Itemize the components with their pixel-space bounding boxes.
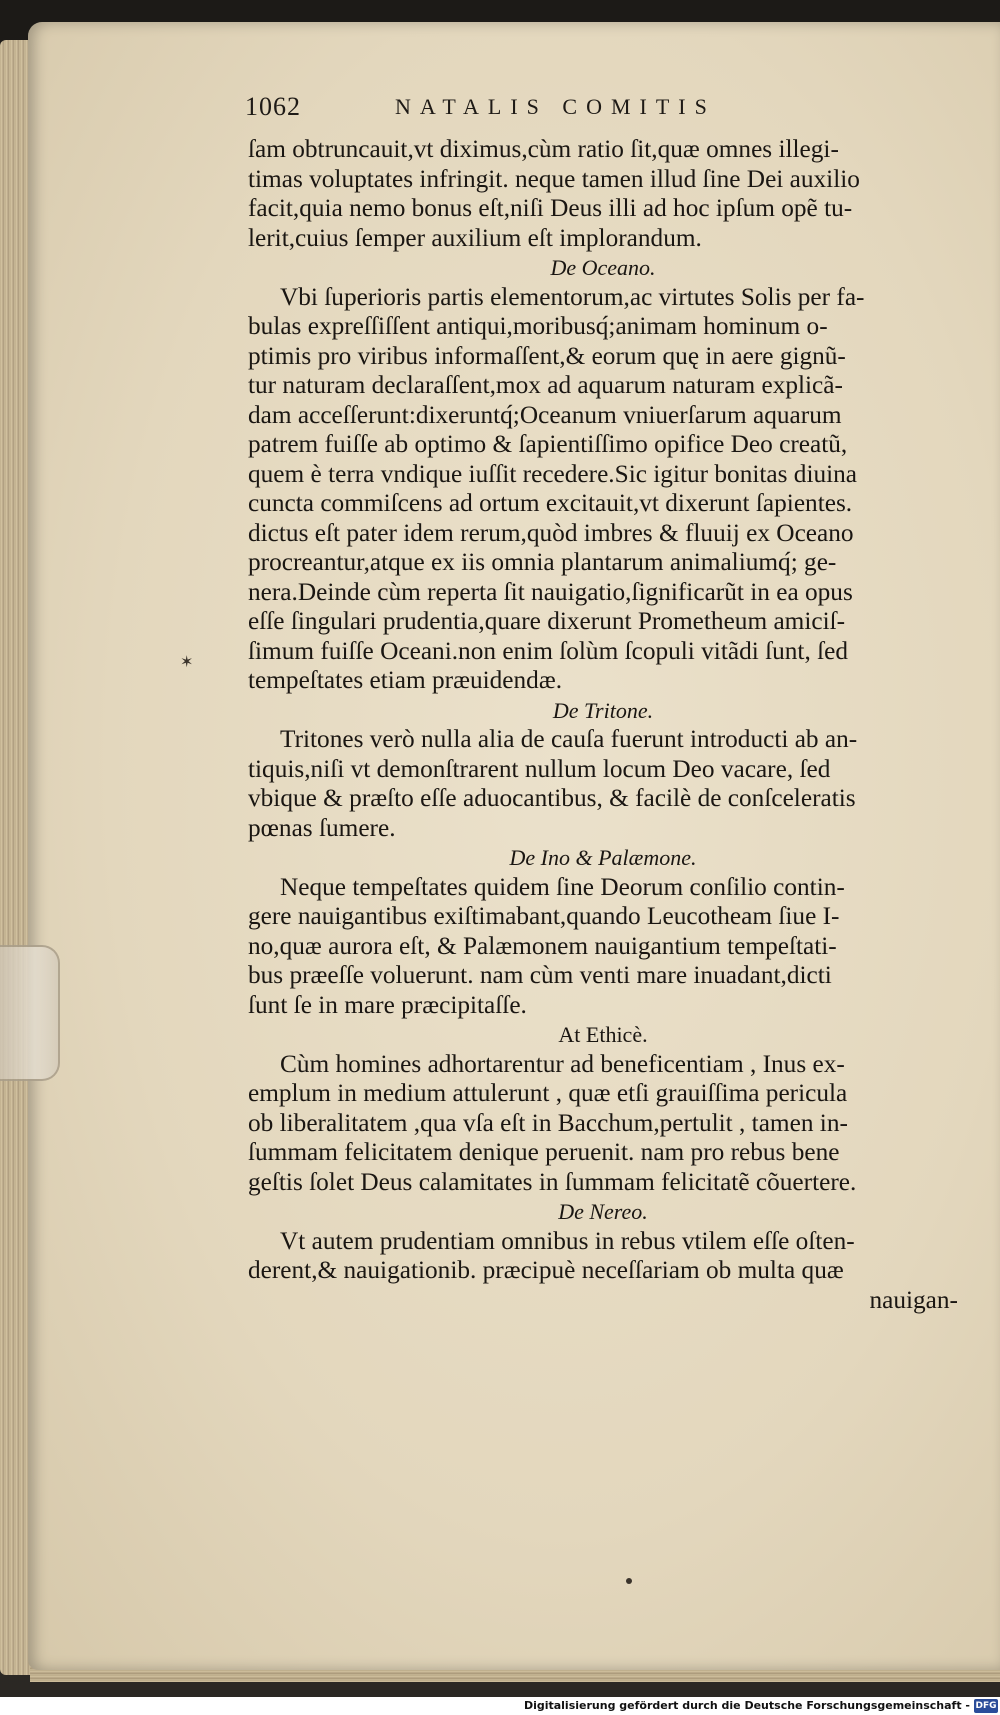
text-line: procreantur,atque ex iis omnia plantarum animaliumq́; ge- [248, 548, 837, 576]
footer-bar [0, 1697, 1000, 1715]
ink-dot [626, 1578, 632, 1584]
section-heading: De Ino & Palæmone. [509, 845, 697, 870]
text-line: quem è terra vndique iuſſit recedere.Sic igitur bonitas diuina [248, 459, 858, 488]
running-head [245, 92, 815, 122]
text-line: nera.Deinde cùm reperta ſit nauigatio,ſignificarũt in ea opus [248, 577, 853, 606]
text-line: ſam obtruncauit,vt diximus,cùm ratio ſit,quæ omnes illegi- [248, 135, 839, 163]
running-head-title: NATALIS COMITIS [395, 94, 716, 119]
text-line: tiquis,niſi vt demonſtrarent nullum locum Deo vacare, ſed [248, 754, 831, 783]
text-line: Vt autem prudentiam omnibus in rebus vtilem eſſe oſten- [280, 1226, 855, 1255]
text-line: ob liberalitatem ,qua vſa eſt in Bacchum,pertulit , tamen in- [248, 1108, 848, 1137]
text-line: ptimis pro viribus informaſſent,& eorum quę in aere gignũ- [248, 341, 846, 370]
text-line: lerit,cuius ſemper auxilium eſt implorandum. [248, 223, 702, 252]
text-line: bus præeſſe voluerunt. nam cùm venti mare inuadant,dicti [248, 961, 832, 989]
text-line: emplum in medium attulerunt , quæ etſi grauiſſima pericula [248, 1079, 848, 1107]
page-clip [0, 945, 60, 1081]
text-line: derent,& nauigationib. præcipuè neceſſariam ob multa quæ [248, 1256, 844, 1284]
text-line: Vbi ſuperioris partis elementorum,ac virtutes Solis per fa- [280, 282, 865, 311]
text-line: eſſe ſingulari prudentia,quare dixerunt Prometheum amiciſ- [248, 607, 846, 635]
text-line: ſimum fuiſſe Oceani.non enim ſolùm ſcopuli vitãdi ſunt, ſed [248, 636, 848, 665]
section-heading: De Tritone. [552, 697, 654, 723]
body-text [248, 135, 958, 1315]
text-line: bulas expreſſiſſent antiqui,moribusq́;animam hominum o- [248, 312, 828, 340]
section-heading: De Nereo. [558, 1199, 648, 1224]
funding-credit: Digitalisierung gefördert durch die Deutsche Forschungsgemeinschaft - [523, 1699, 970, 1712]
text-line: cuncta commiſcens ad ortum excitauit,vt dixerunt ſapientes. [248, 489, 853, 517]
text-line: Cùm homines adhortarentur ad beneficentiam , Inus ex- [280, 1049, 845, 1078]
text-line: timas voluptates infringit. neque tamen illud ſine Dei auxilio [248, 164, 860, 193]
text-line: gere nauigantibus exiſtimabant,quando Leucotheam ſiue I- [248, 902, 840, 930]
text-line: vbique & præſto eſſe aduocantibus, & facilè de conſceleratis [248, 784, 856, 812]
text-line: Tritones verò nulla alia de cauſa fuerunt introducti ab an- [280, 725, 858, 753]
text-line: ſummam felicitatem denique peruenit. nam pro rebus bene [248, 1138, 840, 1166]
text-line: dictus eſt pater idem rerum,quòd imbres & fluuij ex Oceano [248, 518, 854, 547]
marginal-mark: ✶ [180, 654, 194, 671]
text-line: pœnas ſumere. [248, 813, 396, 842]
text-line: tempeſtates etiam præuidendæ. [248, 666, 563, 694]
text-line: tur naturam declaraſſent,mox ad aquarum naturam explicã- [248, 371, 843, 399]
text-line: Neque tempeſtates quidem ſine Deorum conſilio contin- [280, 872, 845, 901]
text-line: patrem fuiſſe ab optimo & ſapientiſſimo opifice Deo creatũ, [248, 430, 848, 458]
section-heading: De Oceano. [550, 255, 656, 280]
catchword: nauigan- [869, 1285, 958, 1314]
text-line: no,quæ aurora eſt, & Palæmonem nauigantium tempeſtati- [248, 931, 837, 960]
text-line: facit,quia nemo bonus eſt,niſi Deus illi ad hoc ipſum opẽ tu- [248, 194, 853, 222]
text-line: ſunt ſe in mare præcipitaſſe. [248, 990, 527, 1019]
section-heading: At Ethicè. [558, 1022, 648, 1047]
dfg-logo: DFG [975, 1701, 997, 1711]
page-number: 1062 [245, 92, 301, 121]
text-line: dam acceſſerunt:dixeruntq́;Oceanum vniuerſarum aquarum [248, 400, 842, 429]
text-line: geſtis ſolet Deus calamitates in ſummam felicitatẽ cõuertere. [248, 1167, 857, 1196]
